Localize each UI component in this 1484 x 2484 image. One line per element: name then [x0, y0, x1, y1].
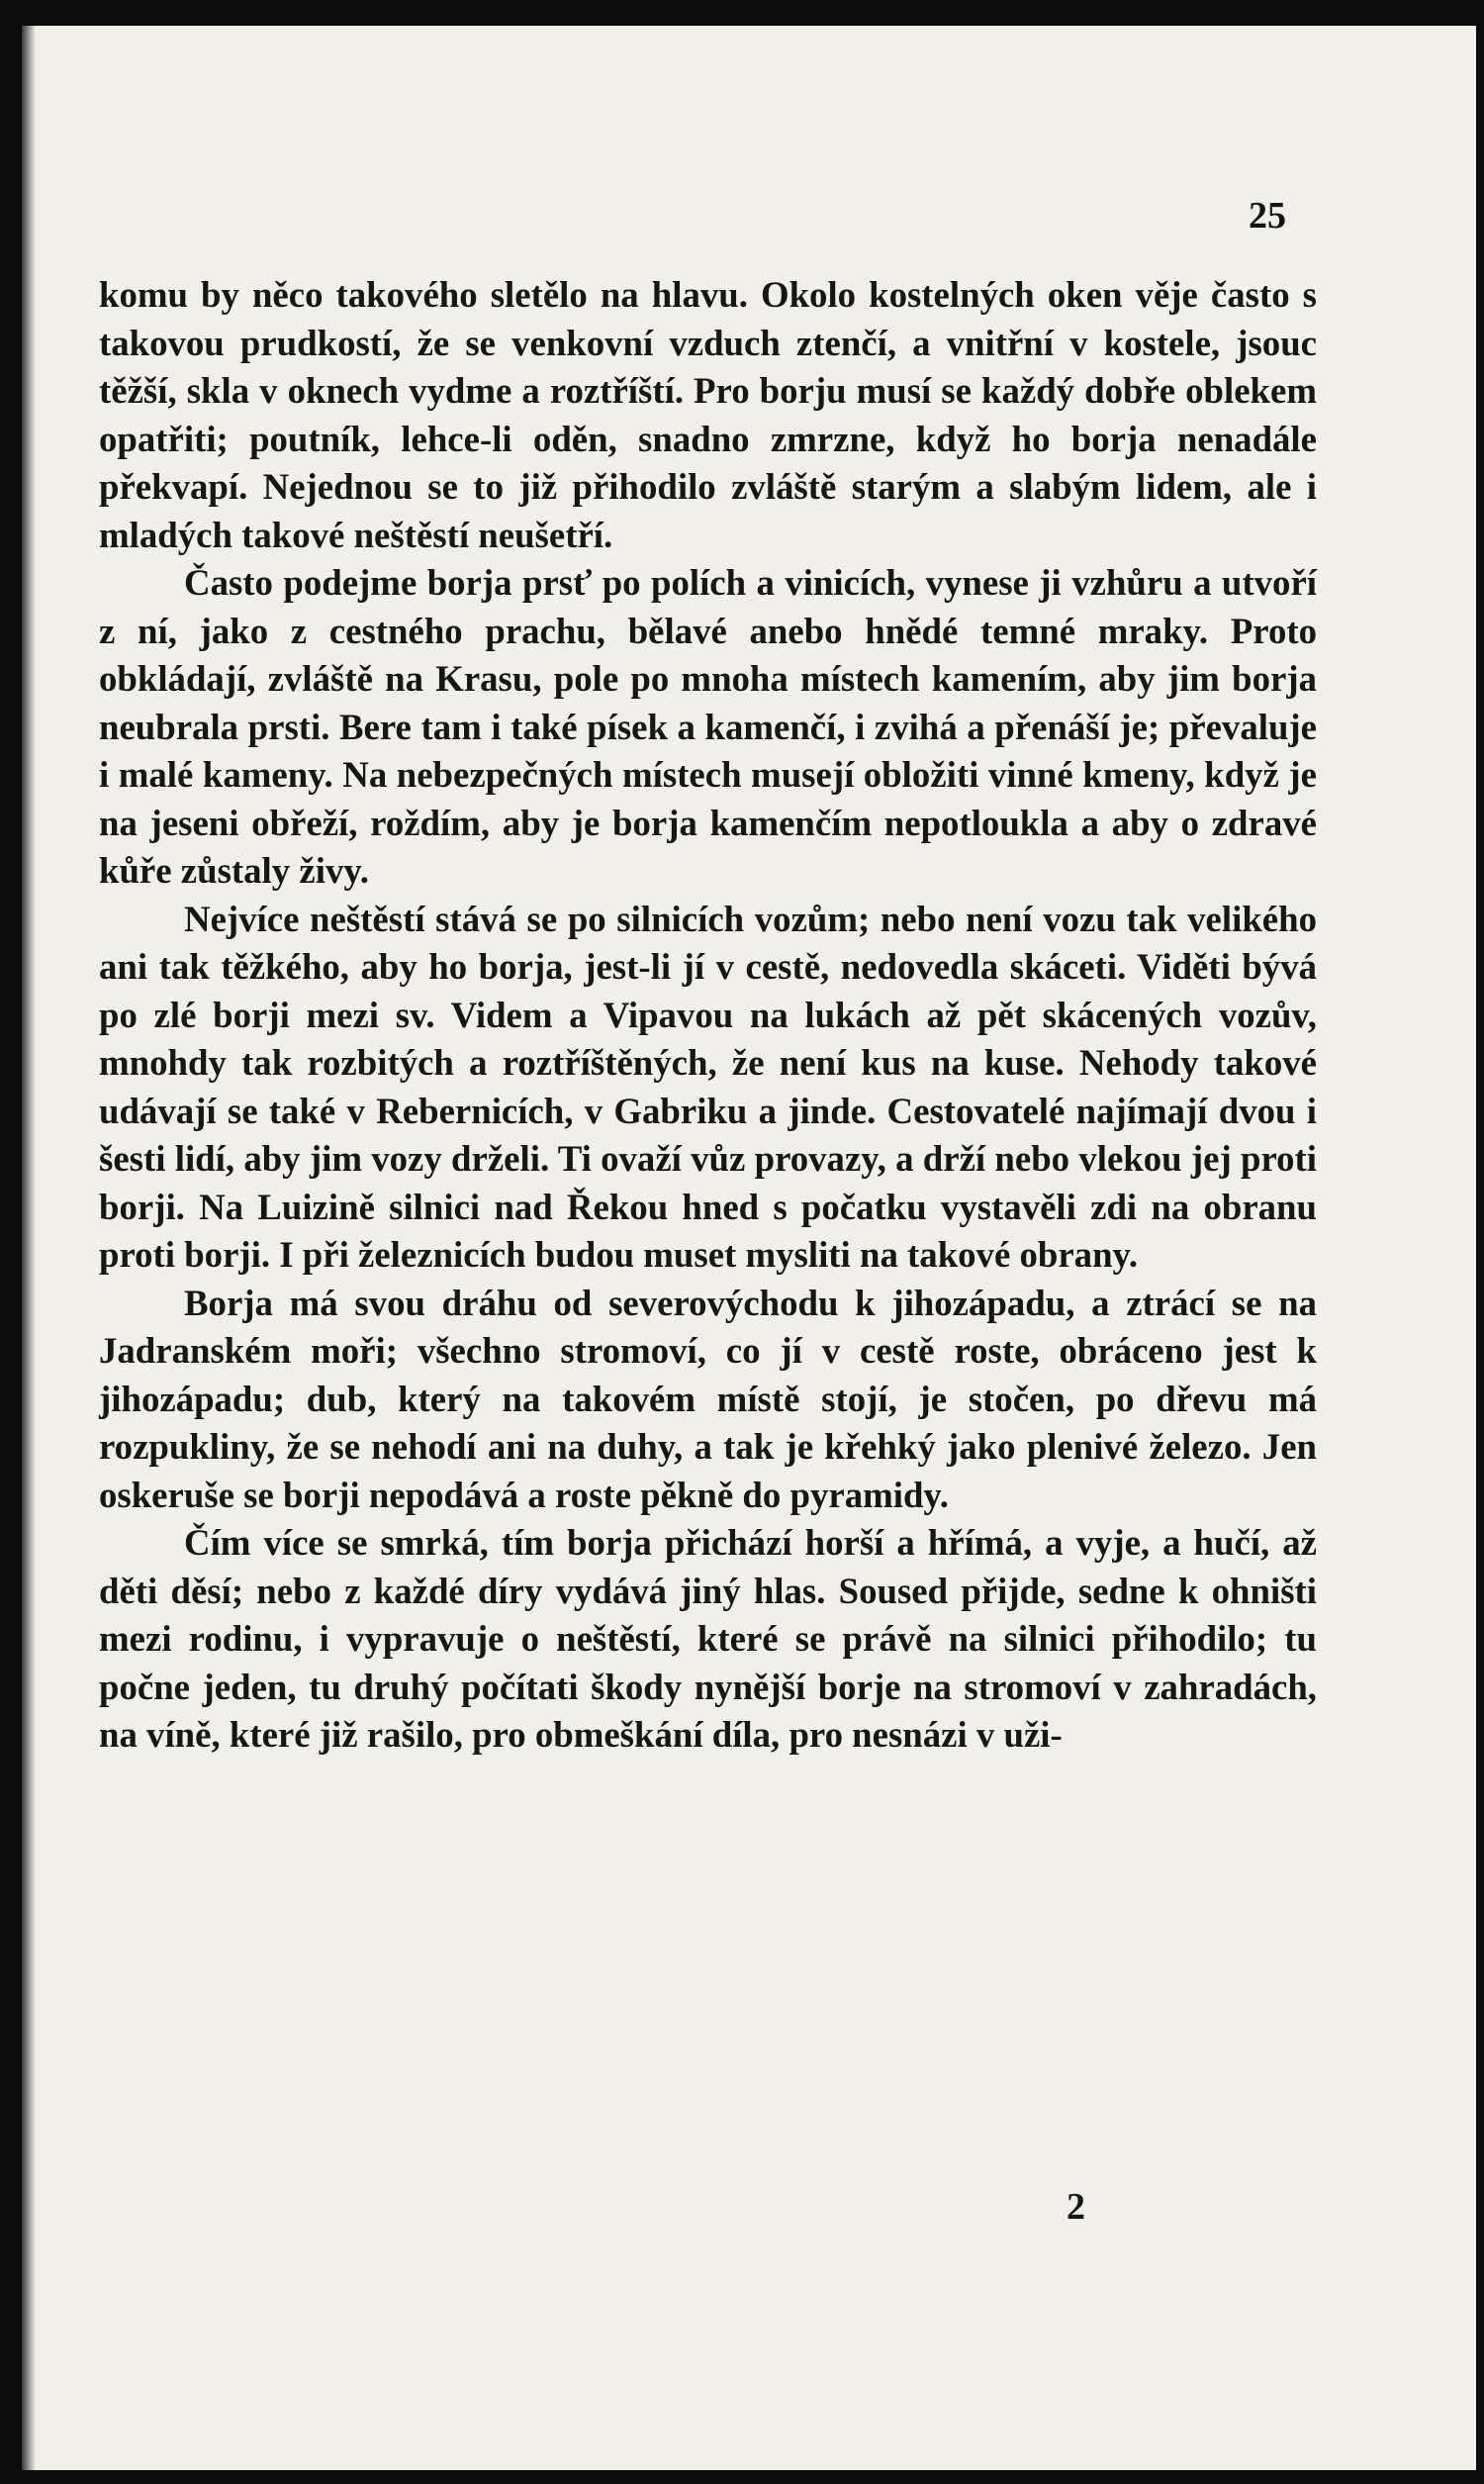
paragraph-4: Borja má svou dráhu od severovýchodu k jihozápadu, a ztrácí se na Jadranském moři; všechno stromoví, co jí v cestě roste, obráceno jest k jihozápadu; dub, který na takovém místě stojí, je stočen, po dřevu má rozpukliny, že se nehodí ani na duhy, a tak je křehký jako plenivé železo. Jen oskeruše se borji nepodává a roste pěkně do pyramidy.	[99, 1282, 1317, 1515]
paragraph-3: Nejvíce neštěstí stává se po silnicích vozům; nebo není vozu tak velikého ani tak těžkého, aby ho borja, jest-li jí v cestě, nedovedla skáceti. Viděti bývá po zlé borji mezi sv. Videm a Vipavou na lukách až pět skácených vozův, mnohdy tak rozbitých a roztříštěných, že není kus na kuse. Nehody takové udávají se také v Rebernicích, v Gabriku a jinde. Cestovatelé najímají dvou i šesti lidí, aby jim vozy drželi. Ti ovaží vůz provazy, a drží nebo vlekou jej proti borji. Na Luizině silnici nad Řekou hned s počatku vystavěli zdi na obranu proti borji. I při železnicích budou muset mysliti na takové obrany.	[99, 898, 1317, 1275]
page-gutter-shadow	[22, 26, 36, 2470]
book-page	[22, 26, 1476, 2470]
paragraph-2: Často podejme borja prsť po polích a vinicích, vynese ji vzhůru a utvoří z ní, jako z cestného prachu, bělavé anebo hnědé temné mraky. Proto obkládají, zvláště na Krasu, pole po mnoha místech kamením, aby jim borja neubrala prsti. Bere tam i také písek a kamenčí, i zvihá a přenáší je; převaluje i malé kameny. Na nebezpečných místech musejí obložiti vinné kmeny, když je na jeseni obřeží, roždím, aby je borja kamenčím nepotloukla a aby o zdravé kůře zůstaly živy.	[99, 562, 1317, 891]
signature-mark: 2	[1067, 2186, 1085, 2228]
paragraph-1: komu by něco takového sletělo na hlavu. Okolo kostelných oken věje často s takovou prudkostí, že se venkovní vzduch ztenčí, a vnitřní v kostele, jsouc těžší, skla v oknech vydme a roztříští. Pro borju musí se každý dobře oblekem opatřiti; poutník, lehce-li oděn, snadno zmrzne, když ho borja nenadále překvapí. Nejednou se to již přihodilo zvláště starým a slabým lidem, ale i mladých takové neštěstí neušetří.	[99, 274, 1317, 555]
paragraph-5: Čím více se smrká, tím borja přichází horší a hřímá, a vyje, a hučí, až děti děsí; nebo z každé díry vydává jiný hlas. Soused přijde, sedne k ohništi mezi rodinu, i vypravuje o neštěstí, které se právě na silnici přihodilo; tu počne jeden, tu druhý počítati škody nynější borje na stromoví v zahradách, na víně, které již rašilo, pro obmeškání díla, pro nesnázi v uži-	[99, 1522, 1317, 1755]
body-text	[99, 271, 1317, 1760]
page-number: 25	[1249, 195, 1286, 237]
